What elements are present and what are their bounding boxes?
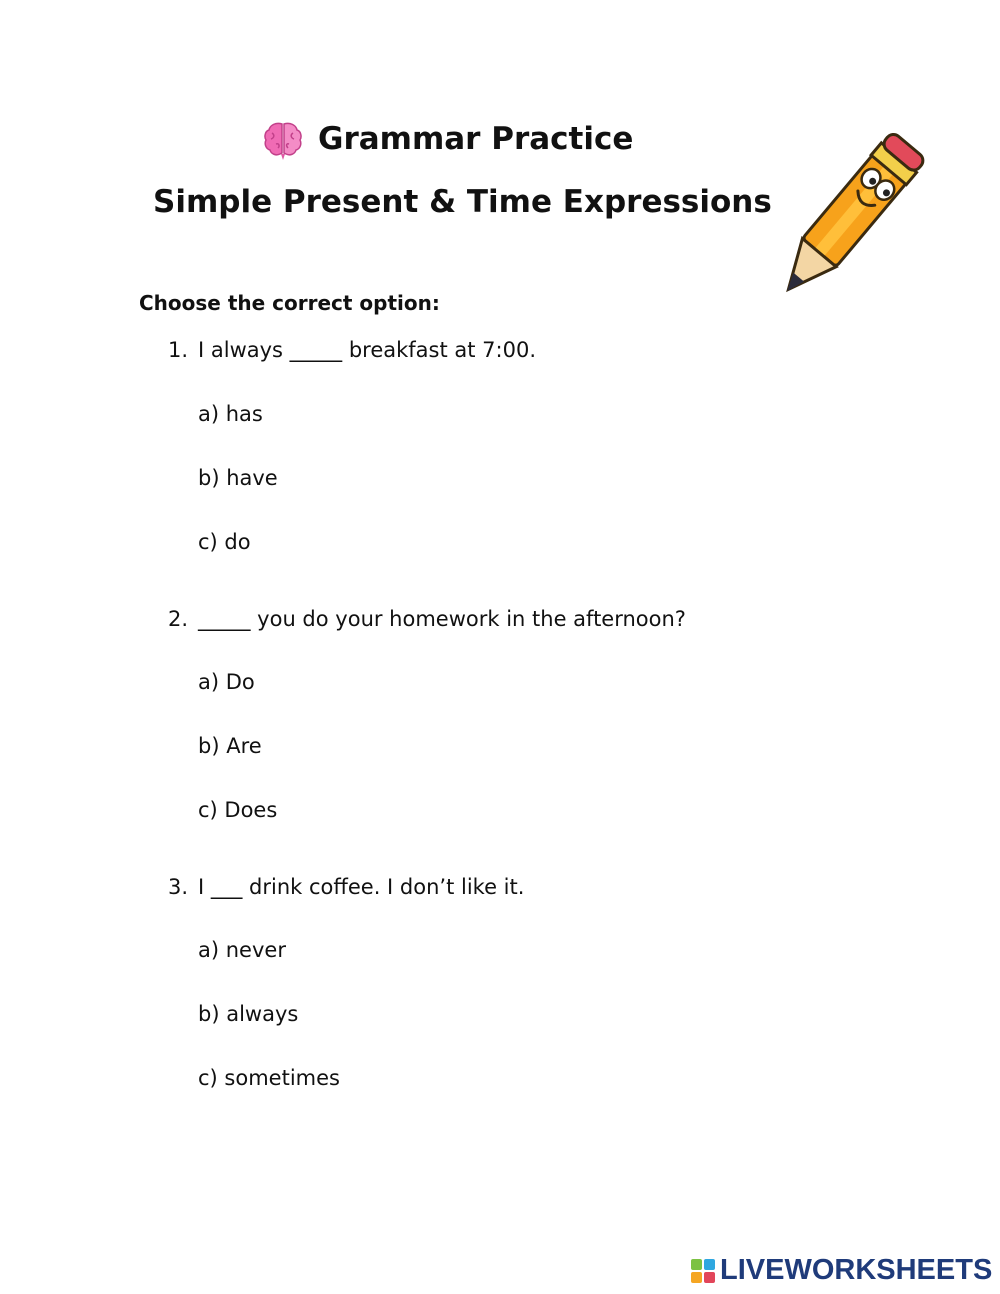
- question-number: 3.: [168, 875, 189, 899]
- worksheet-subtitle: Simple Present & Time Expressions: [153, 184, 772, 220]
- option-3a[interactable]: a) never: [198, 938, 286, 962]
- question-text: _____ you do your homework in the afternoon?: [198, 607, 686, 631]
- question-2: [168, 607, 686, 631]
- option-1a[interactable]: a) has: [198, 402, 263, 426]
- option-2c[interactable]: c) Does: [198, 798, 278, 822]
- question-3: [168, 875, 524, 899]
- option-2b[interactable]: b) Are: [198, 734, 262, 758]
- option-2a[interactable]: a) Do: [198, 670, 255, 694]
- brain-icon: [262, 118, 304, 160]
- instruction-text: Choose the correct option:: [139, 291, 440, 315]
- question-text: I ___ drink coffee. I don’t like it.: [198, 875, 525, 899]
- option-1c[interactable]: c) do: [198, 530, 251, 554]
- logo-mark-icon: [690, 1258, 716, 1284]
- title-text: Grammar Practice: [318, 121, 634, 157]
- option-3b[interactable]: b) always: [198, 1002, 299, 1026]
- option-3c[interactable]: c) sometimes: [198, 1066, 340, 1090]
- question-text: I always _____ breakfast at 7:00.: [198, 338, 537, 362]
- logo-text: LIVEWORKSHEETS: [720, 1254, 993, 1286]
- option-1b[interactable]: b) have: [198, 466, 278, 490]
- liveworksheets-logo: [690, 1254, 992, 1287]
- question-number: 2.: [168, 607, 189, 631]
- question-1: [168, 338, 536, 362]
- pencil-illustration: [755, 130, 935, 315]
- question-number: 1.: [168, 338, 189, 362]
- worksheet-title: [262, 118, 633, 160]
